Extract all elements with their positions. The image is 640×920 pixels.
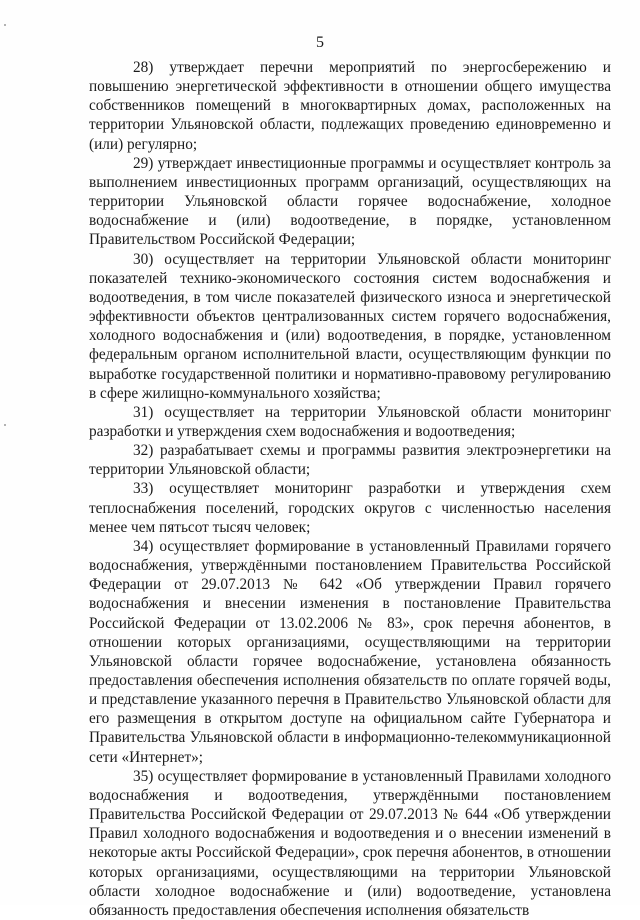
scan-dot — [4, 24, 6, 26]
page-number: 5 — [316, 34, 324, 51]
paragraph-32: 32) разрабатывает схемы и программы развития электроэнергетики на территории Ульяновской области; — [89, 442, 611, 479]
paragraph-28: 28) утверждает перечни мероприятий по энергосбережению и повышению энергетической эффективности в отношении общего имущества собственников помещений в многоквартирных домах, расположенных на территории Ульяновской области, подлежащих проведению единовременно и (или) регулярно; — [89, 59, 611, 153]
paragraph-30: 30) осуществляет на территории Ульяновской области мониторинг показателей технико-экономического состояния систем водоснабжения и водоотведения, в том числе показателей физического износа и энергетической эффективности объектов централизованных систем горячего водоснабжения, холодного водоснабжения и (или) водоотведения, в порядке, установленном федеральным органом исполнительной власти, осуществляющим функции по выработке государственной политики и нормативно-правовому регулированию в сфере жилищно-коммунального хозяйства; — [89, 250, 611, 402]
paragraph-31: 31) осуществляет на территории Ульяновской области мониторинг разработки и утверждения схем водоснабжения и водоотведения; — [89, 403, 611, 440]
paragraph-33: 33) осуществляет мониторинг разработки и утверждения схем теплоснабжения поселений, городских округов с численностью населения менее чем пятьсот тысяч человек; — [89, 480, 611, 536]
paragraph-35: 35) осуществляет формирование в установленный Правилами холодного водоснабжения и водоотведения, утверждёнными постановлением Правительства Российской Федерации от 29.07.2013 № 644 «Об утверждении Правил холодного водоснабжения и водоотведения и о внесении изменений в некоторые акты Российской Федерации», срок перечня абонентов, в отношении которых организациями, осуществляющими на территории Ульяновской области холодное водоснабжение и (или) водоотведение, установлена обязанность предоставления обеспечения исполнения обязательств — [89, 767, 611, 919]
scan-dot — [4, 424, 6, 426]
document-body — [89, 58, 611, 920]
paragraph-34: 34) осуществляет формирование в установленный Правилами горячего водоснабжения, утверждёнными постановлением Правительства Российской Федерации от 29.07.2013 № 642 «Об утверждении Правил горячего водоснабжения и внесении изменения в постановление Правительства Российской Федерации от 13.02.2006 № 83», срок перечня абонентов, в отношении которых организациями, осуществляющими на территории Ульяновской области горячее водоснабжение, установлена обязанность предоставления обеспечения исполнения обязательств по оплате горячей воды, и представление указанного перечня в Правительство Ульяновской области для его размещения в открытом доступе на официальном сайте Губернатора и Правительства Ульяновской области в информационно-телекоммуникационной сети «Интернет»; — [89, 537, 611, 766]
paragraph-29: 29) утверждает инвестиционные программы и осуществляет контроль за выполнением инвестиционных программ организаций, осуществляющих на территории Ульяновской области горячее водоснабжение, холодное водоснабжение и (или) водоотведение, в порядке, установленном Правительством Российской Федерации; — [89, 154, 611, 249]
